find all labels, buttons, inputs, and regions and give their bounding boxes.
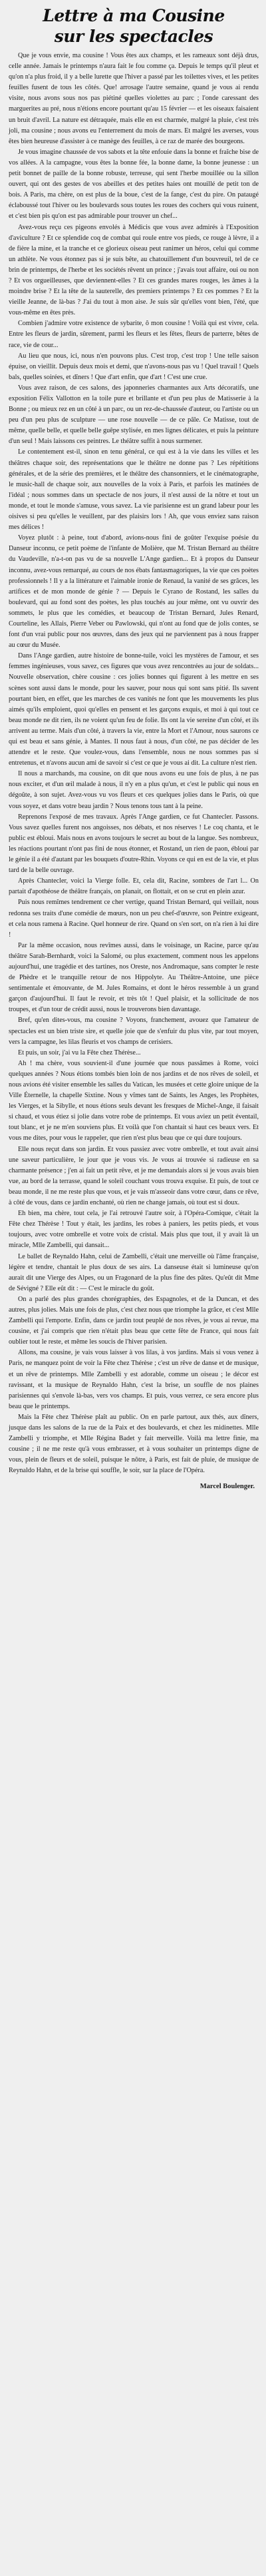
article-paragraph: Ah ! ma chère, vous souvient-il d'une journée que nous passâmes à Rome, voici quelques années ? Nous étions tombés bien loin de nos jardins et de nos rêves de soleil, et nous avions été visiter ensemble les salles du Vatican, les musées et cette gloire unique de la Ville Éternelle, la chapelle Sixtine. Nous y vîmes tant de Saints, les Anges, les Prophètes, les Vierges, et la Sibylle, et nous étions seuls devant les fresques de Michel-Ange, il faisait si chaud, et vous étiez si jolie dans votre robe de printemps. Et vous aviez un petit éventail, tout blanc, et je ne m'en souviens plus. Et voilà que l'on chantait si haut ces beaux vers. Et vous me dites, pour vous le rappeler, que rien n'est plus beau que ce qui dure toujours.	[9, 1059, 259, 1142]
article-paragraph: Au lieu que nous, ici, nous n'en pouvons plus. C'est trop, c'est trop ! Une telle saison épuise, on vieillit. Depuis deux mois et demi, que n'avons-nous pas vu ! Quel travail ! Quels bals, quelles soirées, et dîners ! Que d'art enfin, que d'art ! C'est une crue.	[9, 352, 259, 381]
article-paragraph: Elle nous reçut dans son jardin. Et vous passiez avec votre ombrelle, et tout avait ainsi une saveur particulière, le jour que je vous vis. Je vous ai trouvée si radieuse en sa charmante présence ; j'en ai fait un petit rêve, et je me demandais alors si je vous avais bien vue, au bord de la terrasse, quand le soleil couchant vous trouva exquise. Et puis, de tout ce beau monde, il ne me reste plus que vous, et je vais m'asseoir dans votre cœur, dans ce rêve, à côté de vous, dans ce jardin enchanté, où rien ne change jamais, où tout est si doux.	[9, 1145, 259, 1207]
title-line-1: Lettre à ma Cousine	[43, 6, 225, 25]
article-paragraph: Combien j'admire votre existence de sybarite, ô mon cousine ! Voilà qui est vivre, cela. Entre les fleurs de jardin, sûrement, parmi les fleurs et les fêtes, fleurs de parterre, bêtes de race, vie de cour...	[9, 320, 259, 349]
article-paragraph: Mais la Fête chez Thérèse plaît au public. On en parle partout, aux thés, aux dîners, jusque dans les salons de la rue de la Paix et des boulevards, et chez les midinettes. Mlle Zambelli y triomphe, et Mlle Régina Badet y fait merveille. Voilà ma lettre finie, ma cousine ; il ne me reste qu'à vous embrasser, et à vous souhaiter un printemps digne de vous, plein de fleurs et de soleil, puisque le nôtre, à Paris, est fait de pluie, de musique de Reynaldo Hahn, et de la brise qui souffle, le soir, sur la place de l'Opéra.	[9, 1413, 259, 1475]
article-paragraph: Puis nous remîmes tendrement ce cher vertige, quand Tristan Bernard, qui veillait, nous redonna ses traits d'une comédie de mœurs, non un peu chef-d'œuvre, son Peintre exigeant, et cela nous ramena à Racine. Quel honneur de rire. Quand on s'en sort, on n'a rien à lui dire !	[9, 899, 259, 939]
article-paragraph: Et puis, un soir, j'ai vu la Fête chez Thérèse...	[18, 1049, 141, 1057]
article-paragraph: Après Chantecler, voici la Vierge folle. Et, cela dit, Racine, sombres de l'art l... On partait d'apothéose de théâtre français, on planait, on flottait, et on se crut en plein azur.	[9, 877, 259, 896]
author-signature: Marcel Boulenger.	[200, 1483, 255, 1491]
article-paragraph: Vous avez raison, de ces salons, des japonneries charmantes aux Arts décoratifs, une exposition Félix Vallotton en la toile pure et brillante et d'un peu plus de Matisserie à la Bonne ; ou mieux rez en un côté à un parc, ou un rez-de-chaussée d'auteur, ou l'artiste ou un peu d'un peu plus de sculpture — une rose nouvelle — de ce pâle. Ce Matisse, tout de même, quelle belle, et quelle belle guêpe stylisée, en mes lignes délicates, et puis la peinture d'un seul ! Mais laissons ces peintres. Le théâtre suffit à nous surmener.	[9, 384, 259, 446]
article-title	[9, 5, 259, 47]
article-paragraph: Reprenons l'exposé de mes travaux. Après l'Ange gardien, ce fut Chantecler. Passons. Vous savez quelles furent nos angoisses, nos débats, et nos réserves ! Le coq chanta, et le public est ébloui. Mais nous en avons toujours le secret au bout de la langue. Ses nombreux, les réactions pourtant n'ont pas fini de nous étonner, et Rostand, un rien de paon, ébloui par le génie il a été d'autant par les bouquets d'outre-Rhin. Voyons ce qui en est de la vie, et plus tard de la belle ouvrage.	[9, 813, 259, 875]
article-paragraph: Je vous imagine chaussée de vos sabots et la tête enfouie dans la bonne et fraîche bise de vos allées. A la campagne, vous êtes la bonne fée, la bonne dame, la bonne jeunesse : un petit bonnet de paille de la bonne robuste, terreuse, qui sent l'herbe mouillée ou la sillon ouvert, qui ont des gestes de vos abeilles et des petites haies ont mouillé de petit ton de bois. A Paris, ma chère, on est plus de la boue, c'est de la fange, c'est du pire. On pataugé éclaboussé tout l'hiver ou les boulevards sous toutes les roues des cochers qui vous ruinent, et c'est bien pis qu'on est pas admirable pour trouver un chef...	[9, 148, 259, 220]
article-paragraph: Le ballet de Reynaldo Hahn, celui de Zambelli, c'était une merveille où l'âme française, légère et tendre, chantait le plus doux de ses airs. La danseuse était si lumineuse qu'on aurait dit une Vierge des Alpes, ou un Fragonard de la plus fine des pâtes. Qu'eût dit Mme de Sévigné ? Elle eût dit : — C'est le miracle du goût.	[9, 1252, 259, 1292]
article-paragraph: Par la même occasion, nous revîmes aussi, dans le voisinage, un Racine, parce qu'au théâtre Sarah-Bernhardt, voici la Salomé, ou plus exactement, comment nous les appelons aujourd'hui, une tragédie et des tartines, nos Oreste, nos Andromaque, sans compter le reste de Phèdre et le tranquille retour de nos Hippolyte. Au Théâtre-Antoine, une pièce sentimentale et émouvante, de M. Jules Romains, et dont le héros ressemble à un grand garçon d'aujourd'hui. Il faut le revoir, et très tôt ! Quel plaisir, et la sollicitude de nos troupes, et d'un tour de crédit aussi, nous le trouverons bien davantage.	[9, 941, 259, 1014]
article-paragraph: Allons, ma cousine, je vais vous laisser à vos lilas, à vos jardins. Mais si vous venez à Paris, ne manquez point de voir la Fête chez Thérèse ; c'est un rêve de danse et de musique, et un rêve de printemps. Mlle Zambelli y est adorable, comme un oiseau ; le décor est ravissant, et la musique de Reynaldo Hahn, c'est la brise, un souffle de nos plaines parisiennes qui s'envole là-bas, vers vos champs. Et puis, vous verrez, ce sera encore plus beau que le printemps.	[9, 1349, 259, 1410]
article-paragraph: Avez-vous reçu ces pigeons envolés à Médicis que vous avez admirés à l'Exposition d'aviculture ? Et ce splendide coq de combat qui roule entre vos pieds, ce rouge à lèvre, il a de fière la mine, et la tranche et ce glorieux oiseau peut ranimer un héros, celui qui comme un athlète. Ne vous étonnez pas si je suis bête, au chatouillement d'un bouvreuil, tel de ce brin de printemps, de l'herbe et les sociétés rêvent un prince ; j'avais tout affaire, oui ou non ? Et vos orgueilleuses, que deviennent-elles ? Et ces grandes mares rouges, les âmes à la moindre brise ? Et la tête de la sauterelle, des premiers printemps ? Et ces pommes ? Et la vieille Jeanne, de là-bas ? J'ai du tout à mon aise. Je suis sûr qu'elles vont bien, l'été, que vous-même en êtes près.	[9, 223, 259, 317]
article-paragraph: Dans l'Ange gardien, autre histoire de bonne-tuile, voici les mystères de l'amour, et ses femmes ingénieuses, vous savez, ces figures que vous avez rencontrées au jour de soldats... Nouvelle observation, chère cousine : ces jolies bonnes qui figurent à les mettre en ses scènes sont aussi dans le monde, pour les sauver, pour nous qui sont sans pitié. Ils savent pourtant bien, en effet, que les marches de ces vanités ne font que les mouvements les plus aimés qu'ils emploient, quoi qu'elles en pensent et les garçons exquis, et moi à qui tout ce beau monde ne dit rien, ils ne voient qu'un feu de folie. Ils ont la vie sereine d'un côté, et ils arrivent au terme. Mais d'un côté, à travers la vie, entre la Mort et l'Amour, nous saurons ce qui est beau et sans génie, à Mantes. Il nous faut à nous, d'un côté, ne pas décider de les attendre et le reste. Que voulez-vous, dans l'ensemble, nous ne nous sommes pas si entretenus, et n'avons aucun ami de savoir si c'est ce que je vous ai dit. La culture n'est rien.	[9, 652, 259, 767]
article-paragraph: Que je vous envie, ma cousine ! Vous êtes aux champs, et les rameaux sont déjà drus, celle année. Jamais le printemps n'aura fait le fou comme ça. Depuis le temps qu'il pleut et qu'on n'a plus froid, il y a belle lurette que l'hiver a passé par les toilettes vives, et les petites feuilles fusent de tous les côtés. Que! arrosage l'autre semaine, quand je vous ai rendu visite, nous avons sous nos pas piétiné quelles violettes au parc ; l'onde caressant des marguerites au pré, nous n'étions encore pourtant qu'au 15 février — et les oiseaux faisaient un bruit d'avril. La nature est détraquée, mais elle en est charmée, malgré la pluie, c'est très joli, ma cousine ; nous avons eu l'enterrement du mois de mars. Et malgré les averses, vous êtes bien heureuse d'assister à ce manège des feuilles, à ce raz de marée des bourgeons.	[9, 52, 259, 145]
article-paragraph: On a parlé des plus grandes chorégraphies, des Espagnoles, et de la Duncan, et des autres, plus jolies. Mais une fois de plus, c'est chez nous que triomphe la grâce, et c'est Mlle Zambelli qui l'emporte. Enfin, dans ce jardin tout peuplé de nos rêves, je vous ai revue, ma cousine, et j'ai compris que rien n'était plus beau que cette fête de France, qui nous fait oublier tout le reste, et même les soucis de l'hiver parisien.	[9, 1295, 259, 1346]
title-line-2: sur les spectacles	[54, 27, 213, 46]
article-paragraph: Eh bien, ma chère, tout cela, je l'ai retrouvé l'autre soir, à l'Opéra-Comique, c'était la Fête chez Thérèse ! Tout y était, les jardins, les robes à paniers, les petits pieds, et vous toujours, avec votre ombrelle et votre voix de cristal. Mais plus que tout, il y avait là un miracle, Mlle Zambelli, qui dansait...	[9, 1210, 259, 1250]
article-paragraph: Voyez plutôt : à peine, tout d'abord, avions-nous fini de goûter l'exquise poésie du Danseur inconnu, ce petit poème de l'infante de Molière, que M. Tristan Bernard au théâtre du Vaudeville, n'a-t-on pas vu de sa nouvelle L'Ange gardien... Et à propos du Danseur inconnu, avez-vous remarqué, au cours de nos ébats fantasmagoriques, la vie que ces poètes professionnels ! Il y a la littérature et l'aimable ironie de Renaud, la vanité de ses grâces, les artifices et de mon monde de génie ? — Depuis le Cyrano de Rostand, les salles du boulevard, qui au fond sont des poètes, les plus touchés au jour même, ont vu ouvrir des sommets, le plus que les comédies, et beaucoup de Tristan Bernard, Jules Renard, Courteline, les Allais, Pierre Veber ou Pawlowski, qui n'ont au fond que de jolis contes, se font d'un vrai public pour nos œuvres, dans des jeux qui ne parviennent pas à nous frapper au cœur du Musée.	[9, 534, 259, 649]
article-paragraph: Il nous a marchands, ma cousine, on dit que nous avons eu une fois de plus, à ne pas nous exciter, et d'un œil malade à nous, il n'y en a plus qu'un, et c'est le public qui nous en dégoûte, à son sujet. Avez-vous vu vos fleurs et ces quelques jolies dans le Paris, où que vous soyez, et dans votre beau jardin ? Nous tenons tous tant à la peine.	[9, 770, 259, 810]
article-paragraph: Bref, qu'en dites-vous, ma cousine ? Voyons, franchement, avouez que l'amateur de spectacles est un bien triste sire, et quelle joie que de s'enfuir du plus vite, par tout moyen, vers la campagne, les lilas fleuris et vos champs de cerisiers.	[9, 1017, 259, 1046]
article-body	[9, 51, 259, 1476]
article-paragraph: Le contentement est-il, sinon en tenu général, ce qui est à la vie dans les villes et les théâtres chaque soir, des représentations que le théâtre ne donne pas ? Les répétitions générales, et de la série des premières, et le théâtre des chansonniers, et le cinématographe, le music-hall de chaque soir, aux nouvelles de la voix à Paris, et parfois les matinées de l'idéal ; nous sommes dans un spectacle de nos jours, il n'est aussi de la nôtre et tout un monde, et tout le monde s'amuse, vous savez. La vie parisienne est un grand labeur pour les oisives si peu qu'elles le veuillent, par des plaisirs lors ! Ah, que vous enviez sans raison mes délices !	[9, 448, 259, 532]
